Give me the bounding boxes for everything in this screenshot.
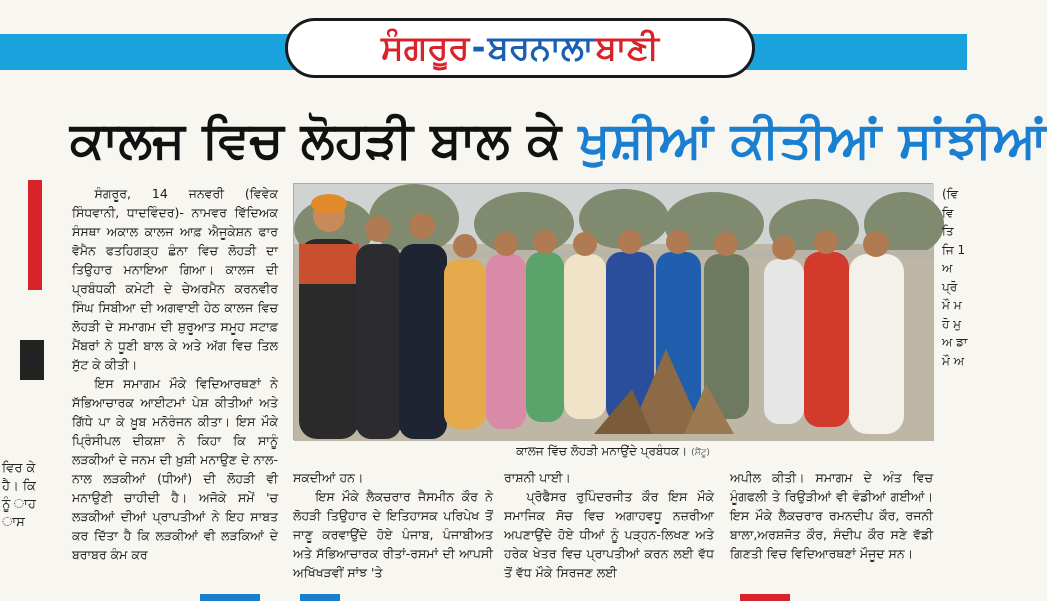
- left-red-accent: [28, 180, 42, 290]
- masthead-separator: -: [471, 28, 486, 68]
- photo-caption: [293, 444, 933, 459]
- left-fragment-text: ਵਿਰ ਕੇ ਹੈ। ਕਿ ਨੂੰ ਾਹ ਾਸ: [2, 461, 36, 530]
- masthead-bani: ਬਾਣੀ: [595, 28, 659, 68]
- news-photo: [293, 183, 933, 440]
- article-column-2: [293, 468, 493, 598]
- headline-black: ਕਾਲਜ ਵਿਚ ਲੋਹੜੀ ਬਾਲ ਕੇ: [70, 111, 579, 169]
- col3-paragraph-2: ਪ੍ਰੋਫੈਸਰ ਰੁਪਿੰਦਰਜੀਤ ਕੌਰ ਇਸ ਮੌਕੇ ਸਮਾਜਿਕ ਸੋਚ ਵਿਚ ਅਗਾਹਵਧੂ ਨਜ਼ਰੀਆ ਅਪਣਾਉਂਦੇ ਹੋਏ ਧੀਆਂ ਨੂੰ ਪੜ੍ਹਨ-ਲਿਖਣ ਅਤੇ ਹਰੇਕ ਖੇਤਰ ਵਿਚ ਪ੍ਰਾਪਤੀਆਂ ਕਰਨ ਲਈ ਵੱਧ ਤੋਂ ਵੱਧ ਮੌਕੇ ਸਿਰਜਣ ਲਈ: [504, 489, 714, 580]
- left-dark-accent: [20, 340, 44, 380]
- col1-paragraph-1: ਸੰਗਰੂਰ, 14 ਜਨਵਰੀ (ਵਿਵੇਕ ਸਿੰਧਵਾਨੀ, ਧਾਦਵਿੰਦਰ)- ਨਾਮਵਰ ਵਿੱਦਿਅਕ ਸੰਸਥਾ ਅਕਾਲ ਕਾਲਜ ਆਫ਼ ਐਜੂਕੇਸ਼ਨ ਫਾਰ ਵੋਮੈਨ ਫਤਹਿਗੜ੍ਹ ਛੰਨਾ ਵਿਚ ਲੋਹੜੀ ਦਾ ਤਿਉਹਾਰ ਮਨਾਇਆ ਗਿਆ। ਕਾਲਜ ਦੀ ਪ੍ਰਬੰਧਕੀ ਕਮੇਟੀ ਦੇ ਚੇਅਰਮੈਨ ਕਰਨਵੀਰ ਸਿੰਘ ਸਿਬੀਆ ਦੀ ਅਗਵਾਈ ਹੇਠ ਕਾਲਜ ਵਿਚ ਲੋਹੜੀ ਦੇ ਸਮਾਗਮ ਦੀ ਸ਼ੁਰੂਆਤ ਸਮੂਹ ਸਟਾਫ਼ ਮੈਂਬਰਾਂ ਨੇ ਧੂਣੀ ਬਾਲ ਕੇ ਅਤੇ ਅੱਗ ਵਿਚ ਤਿਲ ਸੁੱਟ ਕੇ ਕੀਤੀ।: [72, 186, 278, 372]
- adjacent-article-left: [0, 90, 48, 600]
- article-column-4: [730, 468, 933, 598]
- next-headline-fragment: [180, 590, 940, 601]
- section-masthead: [285, 18, 755, 78]
- article-column-3: [504, 468, 714, 598]
- caption-text: ਕਾਲਜ ਵਿੱਚ ਲੋਹੜੀ ਮਨਾਉਂਦੇ ਪ੍ਰਬੰਧਕ।: [516, 444, 688, 458]
- col3-paragraph-1: ਰਾਸ਼ਨੀ ਪਾਈ।: [504, 470, 571, 485]
- right-fragment-text: (ਵਿ ਵਿ ਤਿ ਜਿ 1 ਅ ਪ੍ਰੋ ਮੌ ਮ ਹੋ ਮੁ ਅ ਡਾ ਮੌ ਅ: [942, 187, 968, 368]
- col4-paragraph-1: ਅਪੀਲ ਕੀਤੀ। ਸਮਾਗਮ ਦੇ ਅੰਤ ਵਿਚ ਮੂੰਗਫਲੀ ਤੇ ਰਿਉੜੀਆਂ ਵੀ ਵੰਡੀਆਂ ਗਈਆਂ। ਇਸ ਮੌਕੇ ਲੈਕਚਰਾਰ ਰਮਨਦੀਪ ਕੌਰ, ਰਜਨੀ ਬਾਲਾ,ਅਰਸ਼ਜੋਤ ਕੌਰ, ਸੰਦੀਪ ਕੌਰ ਸਣੇ ਵੱਡੀ ਗਿਣਤੀ ਵਿਚ ਵਿਦਿਆਰਥਣਾਂ ਮੌਜੂਦ ਸਨ।: [730, 470, 933, 561]
- headline-blue: ਖੁਸ਼ੀਆਂ ਕੀਤੀਆਂ ਸਾਂਝੀਆਂ: [578, 111, 1047, 169]
- article-column-1: [72, 184, 278, 594]
- lohri-group-photo: [294, 184, 934, 441]
- col1-paragraph-2: ਇਸ ਸਮਾਗਮ ਮੌਕੇ ਵਿਦਿਆਰਥਣਾਂ ਨੇ ਸੱਭਿਆਚਾਰਕ ਆਈਟਮਾਂ ਪੇਸ਼ ਕੀਤੀਆਂ ਅਤੇ ਗਿੱਧੇ ਪਾ ਕੇ ਖ਼ੂਬ ਮਨੋਰੰਜਨ ਕੀਤਾ। ਇਸ ਮੌਕੇ ਪ੍ਰਿੰਸੀਪਲ ਦੀਕਸ਼ਾ ਨੇ ਕਿਹਾ ਕਿ ਸਾਨੂੰ ਲੜਕੀਆਂ ਦੇ ਜਨਮ ਦੀ ਖ਼ੁਸ਼ੀ ਮਨਾਉਣ ਦੇ ਨਾਲ-ਨਾਲ ਲੜਕੀਆਂ (ਧੀਆਂ) ਦੀ ਲੋਹੜੀ ਵੀ ਮਨਾਉਣੀ ਚਾਹੀਦੀ ਹੈ। ਅਜੋਕੇ ਸਮੇਂ 'ਚ ਲੜਕੀਆਂ ਦੀਆਂ ਪ੍ਰਾਪਤੀਆਂ ਨੇ ਇਹ ਸਾਬਤ ਕਰ ਦਿੱਤਾ ਹੈ ਕਿ ਲੜਕੀਆਂ ਵੀ ਲੜਕਿਆਂ ਦੇ ਬਰਾਬਰ ਕੰਮ ਕਰ: [72, 376, 278, 562]
- caption-credit: (ਸੈਂਟੂ): [691, 448, 710, 458]
- headline: [70, 100, 1047, 180]
- col2-paragraph-2: ਇਸ ਮੌਕੇ ਲੈਕਚਰਾਰ ਜੈਸਮੀਨ ਕੌਰ ਨੇ ਲੋਹੜੀ ਤਿਉਹਾਰ ਦੇ ਇਤਿਹਾਸਕ ਪਰਿਪੇਖ ਤੋਂ ਜਾਣੂ ਕਰਵਾਉਂਦੇ ਹੋਏ ਪੰਜਾਬ, ਪੰਜਾਬੀਅਤ ਅਤੇ ਸੱਭਿਆਚਾਰਕ ਰੀਤਾਂ-ਰਸਮਾਂ ਦੀ ਆਪਸੀ ਅਖਿੱਖੜਵੀਂ ਸਾਂਝ 'ਤੇ: [293, 489, 493, 580]
- masthead-sangrur: ਸੰਗਰੂਰ: [381, 28, 470, 68]
- adjacent-article-right: [938, 90, 967, 600]
- col2-paragraph-1: ਸਕਦੀਆਂ ਹਨ।: [293, 470, 364, 485]
- masthead-barnala: ਬਰਨਾਲਾ: [487, 28, 594, 68]
